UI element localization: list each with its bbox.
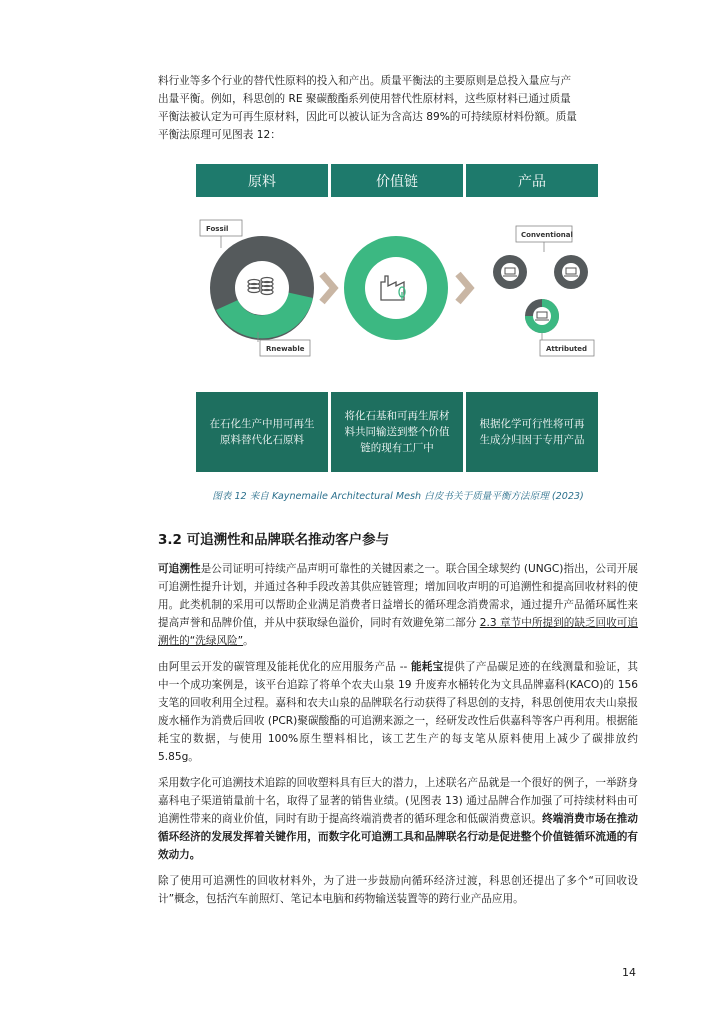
product-description: 根据化学可行性将可再生成分归因于专用产品 [466,392,598,472]
paragraph-text: 是公司证明可持续产品声明可靠性的关键因素之一。联合国全球契约 (UNGC)指出，公司开展可追溯性提升计划，并通过各种手段改善其供应链管理；增加回收声明的可追溯性和提高回收材料的使用。此类机制的采用可以帮助企业满足消费者日益增长的循环理念消费需求，通过提升产品循环属性来提高声誉和品牌价值，并从中获取绿色溢价，同时有效避免第二部分 [158,563,638,629]
intro-line: 平衡法被认定为可再生原材料，因此可以被认证为含高达 89%的可持续原材料份额。质量 [158,111,577,123]
renewable-label: Rnewable [266,345,305,353]
paragraph-text: 采用数字化可追溯技术追踪的回收塑料具有巨大的潜力，上述联名产品就是一个很好的例子，一举跻身嘉科电子渠道销量前十名，取得了显著的销售业绩。(见图表 13) 通过品牌合作加强了可持续材料由可追溯性带来的商业价值，同时有助于提高终端消费者的循环理念和低碳消费意识。 [158,777,638,825]
feedstock-description: 在石化生产中用可再生原料替代化石原料 [196,392,328,472]
product-conventional-right [554,255,588,289]
greenwashing-link[interactable]: 2.3 章节中所提到的缺乏回收可追溯性的“洗绿风险” [158,617,638,647]
figure-caption: 图表 12 来自 Kaynemaile Architectural Mesh 白皮书关于质量平衡方法原理 (2023) [212,491,584,502]
intro-line: 平衡法原理可见图表 12： [158,129,281,141]
header-feedstock: 原料 [196,164,328,197]
bold-lead: 可追溯性 [158,563,201,575]
fossil-label: Fossil [206,225,229,233]
mass-balance-figure [196,164,598,474]
paragraph-text: 提供了产品碳足迹的在线测量和验证，其中一个成功案例是，该平台追踪了将单个农夫山泉 19 升废弃水桶转化为文具品牌嘉科(KACO)的 156 支笔的回收利用全过程。嘉科和农夫山泉的品牌联名行动获得了科思创的支持，科思创使用农夫山泉报废水桶作为消费后回收 (PCR)聚碳酸酯的可追溯来源之一，经研发改性后供嘉科等客户再利用。根据能耗宝的数据，与使用 100%原生塑料相比，该工艺生产的每支笔从原料使用上减少了碳排放约 5.85g。 [158,661,638,763]
product-attributed [525,299,559,333]
attributed-tag [540,333,594,356]
paragraph-text: 除了使用可追溯性的回收材料外，为了进一步鼓励向循环经济过渡，科思创还提出了多个“可回收设计”概念，包括汽车前照灯、笔记本电脑和药物输送装置等的跨行业产品应用。 [158,875,638,905]
paragraph-traceability [158,560,638,650]
bold-conclusion: 终端消费市场在推动循环经济的发展发挥着关键作用，而数字化可追溯工具和品牌联名行动是促进整个价值链循环流通的有效动力。 [158,813,639,861]
product-conventional-left [493,255,527,289]
chevron-right-icon [458,274,470,302]
paragraph-design-for-recycling [158,872,638,908]
section-title: 3.2 可追溯性和品牌联名推动客户参与 [158,532,390,548]
conventional-label: Conventional [521,231,573,239]
attributed-label: Attributed [546,345,588,353]
conventional-tag [516,226,573,252]
bold-term: 能耗宝 [410,661,444,673]
paragraph-case-study [158,658,638,766]
intro-line: 料行业等多个行业的替代性原料的投入和产出。质量平衡法的主要原则是总投入量应与产 [158,75,572,87]
value-chain-description: 将化石基和可再生原材料共同输送到整个价值链的现有工厂中 [331,392,463,472]
chevron-right-icon [322,274,334,302]
intro-paragraph [158,72,638,144]
header-value-chain: 价值链 [331,164,463,197]
paragraph-digital-traceability [158,774,638,864]
feedstock-donut [210,236,314,340]
header-product: 产品 [466,164,598,197]
paragraph-text: 由阿里云开发的碳管理及能耗优化的应用服务产品 -- [158,661,411,673]
intro-line: 出量平衡。例如，科思创的 RE 聚碳酸酯系列使用替代性原材料，这些原材料已通过质量 [158,93,571,105]
page-number: 14 [622,966,636,979]
mass-balance-diagram [196,202,598,402]
value-chain-donut [344,236,448,340]
paragraph-text: 。 [243,635,254,647]
